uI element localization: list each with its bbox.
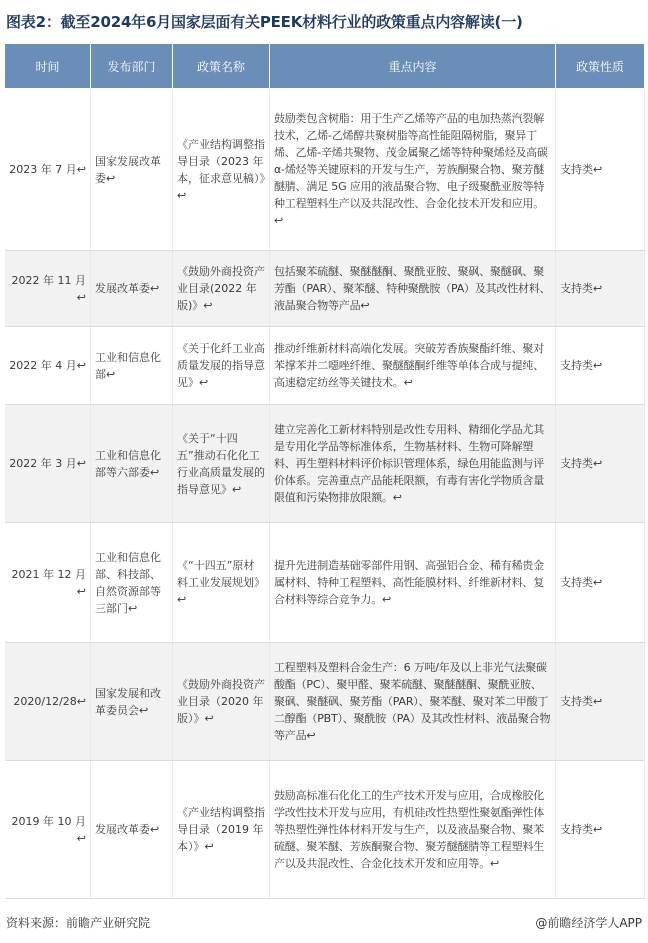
cell-policy-nature: 支持类↩ (556, 523, 645, 643)
cell-key-content: 鼓励类包含树脂：用于生产乙烯等产品的电加热蒸汽裂解技术，乙烯-乙烯醇共聚树脂等高性能阻隔树脂，聚异丁烯、乙烯-辛烯共聚物、茂金属聚乙烯等特种聚烯烃及高碳 α-烯烃等关键原料的开发与生产，芳族酮聚合物、聚芳醚醚腈、满足 5G 应用的液晶聚合物、电子级聚酰亚胺等特种工程塑料生产以及共混改性、合金化技术开发和应用。↩ (270, 89, 556, 251)
cell-dept: 工业和信息化部等六部委↩ (91, 405, 173, 523)
cell-time: 2022 年 3 月↩ (5, 405, 91, 523)
cell-policy-name: 《鼓励外商投资产业目录（2020 年版）》↩ (173, 643, 270, 761)
cell-policy-name: 《“十四五”原材料工业发展规划》↩ (173, 523, 270, 643)
cell-key-content: 提升先进制造基础零部件用钢、高强铝合金、稀有稀贵金属材料、特种工程塑料、高性能膜材料、纤维新材料、复合材料等综合竞争力。↩ (270, 523, 556, 643)
header-dept: 发布部门 (91, 44, 173, 89)
cell-policy-nature: 支持类↩ (556, 643, 645, 761)
cell-key-content: 推动纤维新材料高端化发展。突破芳香族聚酯纤维、聚对苯撑苯并二噁唑纤维、聚醚醚酮纤维等单体合成与提纯、高速稳定纺丝等关键技术。↩ (270, 327, 556, 405)
cell-key-content: 鼓励高标准石化化工的生产技术开发与应用，合成橡胶化学改性技术开发与应用，有机硅改性热塑性聚氨酯弹性体等热塑性弹性体材料开发与生产，以及液晶聚合物、聚苯硫醚、聚苯醚、芳族酮聚合物、聚芳醚醚腈等工程塑料生产以及共混改性、合金化技术开发和应用等。↩ (270, 761, 556, 899)
cell-policy-name: 《产业结构调整指导目录（2023 年本，征求意见稿）》↩ (173, 89, 270, 251)
policy-table (4, 43, 645, 899)
cell-dept: 工业和信息化部↩ (91, 327, 173, 405)
cell-time: 2023 年 7 月↩ (5, 89, 91, 251)
table-row (5, 251, 645, 327)
table-row (5, 89, 645, 251)
header-key-content: 重点内容 (270, 44, 556, 89)
header-policy-nature: 政策性质 (556, 44, 645, 89)
table-header-row (5, 44, 645, 89)
header-time: 时间 (5, 44, 91, 89)
cell-time: 2021 年 12 月↩ (5, 523, 91, 643)
cell-policy-nature: 支持类↩ (556, 251, 645, 327)
cell-key-content: 包括聚苯硫醚、聚醚醚酮、聚酰亚胺、聚砜、聚醚砜、聚芳酯（PAR）、聚苯醚、特种聚酰胺（PA）及其改性材料、液晶聚合物等产品↩ (270, 251, 556, 327)
cell-policy-name: 《关于“十四五”推动石化化工行业高质量发展的指导意见》↩ (173, 405, 270, 523)
page-title: 图表2：截至2024年6月国家层面有关PEEK材料行业的政策重点内容解读(一) (6, 13, 523, 31)
cell-time: 2019 年 10 月↩ (5, 761, 91, 899)
table-row (5, 327, 645, 405)
cell-dept: 国家发展改革委↩ (91, 89, 173, 251)
cell-time: 2022 年 11 月↩ (5, 251, 91, 327)
cell-dept: 发展改革委↩ (91, 251, 173, 327)
table-row (5, 643, 645, 761)
cell-policy-nature: 支持类↩ (556, 761, 645, 899)
cell-policy-nature: 支持类↩ (556, 89, 645, 251)
cell-dept: 国家发展和改革委员会↩ (91, 643, 173, 761)
brand-credit: @前瞻经济学人APP (535, 916, 642, 930)
cell-dept: 工业和信息化部、科技部、自然资源部等三部门↩ (91, 523, 173, 643)
cell-key-content: 工程塑料及塑料合金生产：6 万吨/年及以上非光气法聚碳酸酯（PC）、聚甲醛、聚苯硫醚、聚醚醚酮、聚酰亚胺、聚砜、聚醚砜、聚芳酯（PAR）、聚苯醚、聚对苯二甲酸丁二醇酯（PBT）、聚酰胺（PA）及其改性材料、液晶聚合物等产品↩ (270, 643, 556, 761)
cell-policy-name: 《鼓励外商投资产业目录(2022 年版)》↩ (173, 251, 270, 327)
cell-policy-nature: 支持类↩ (556, 405, 645, 523)
footer (6, 914, 642, 932)
table-row (5, 523, 645, 643)
cell-key-content: 建立完善化工新材料特别是改性专用料、精细化学品尤其是专用化学品等标准体系，生物基材料、生物可降解塑料、再生塑料材料评价标识管理体系，绿色用能监测与评价体系。完善重点产品能耗限额，有毒有害化学物质含量限值和污染物排放限额。↩ (270, 405, 556, 523)
cell-time: 2022 年 4 月↩ (5, 327, 91, 405)
source-note: 资料来源：前瞻产业研究院 (6, 916, 151, 930)
table-row (5, 405, 645, 523)
cell-time: 2020/12/28↩ (5, 643, 91, 761)
header-policy-name: 政策名称 (173, 44, 270, 89)
cell-policy-name: 《产业结构调整指导目录（2019 年本）》↩ (173, 761, 270, 899)
cell-policy-nature: 支持类↩ (556, 327, 645, 405)
cell-policy-name: 《关于化纤工业高质量发展的指导意见》↩ (173, 327, 270, 405)
cell-dept: 发展改革委↩ (91, 761, 173, 899)
table-row (5, 761, 645, 899)
